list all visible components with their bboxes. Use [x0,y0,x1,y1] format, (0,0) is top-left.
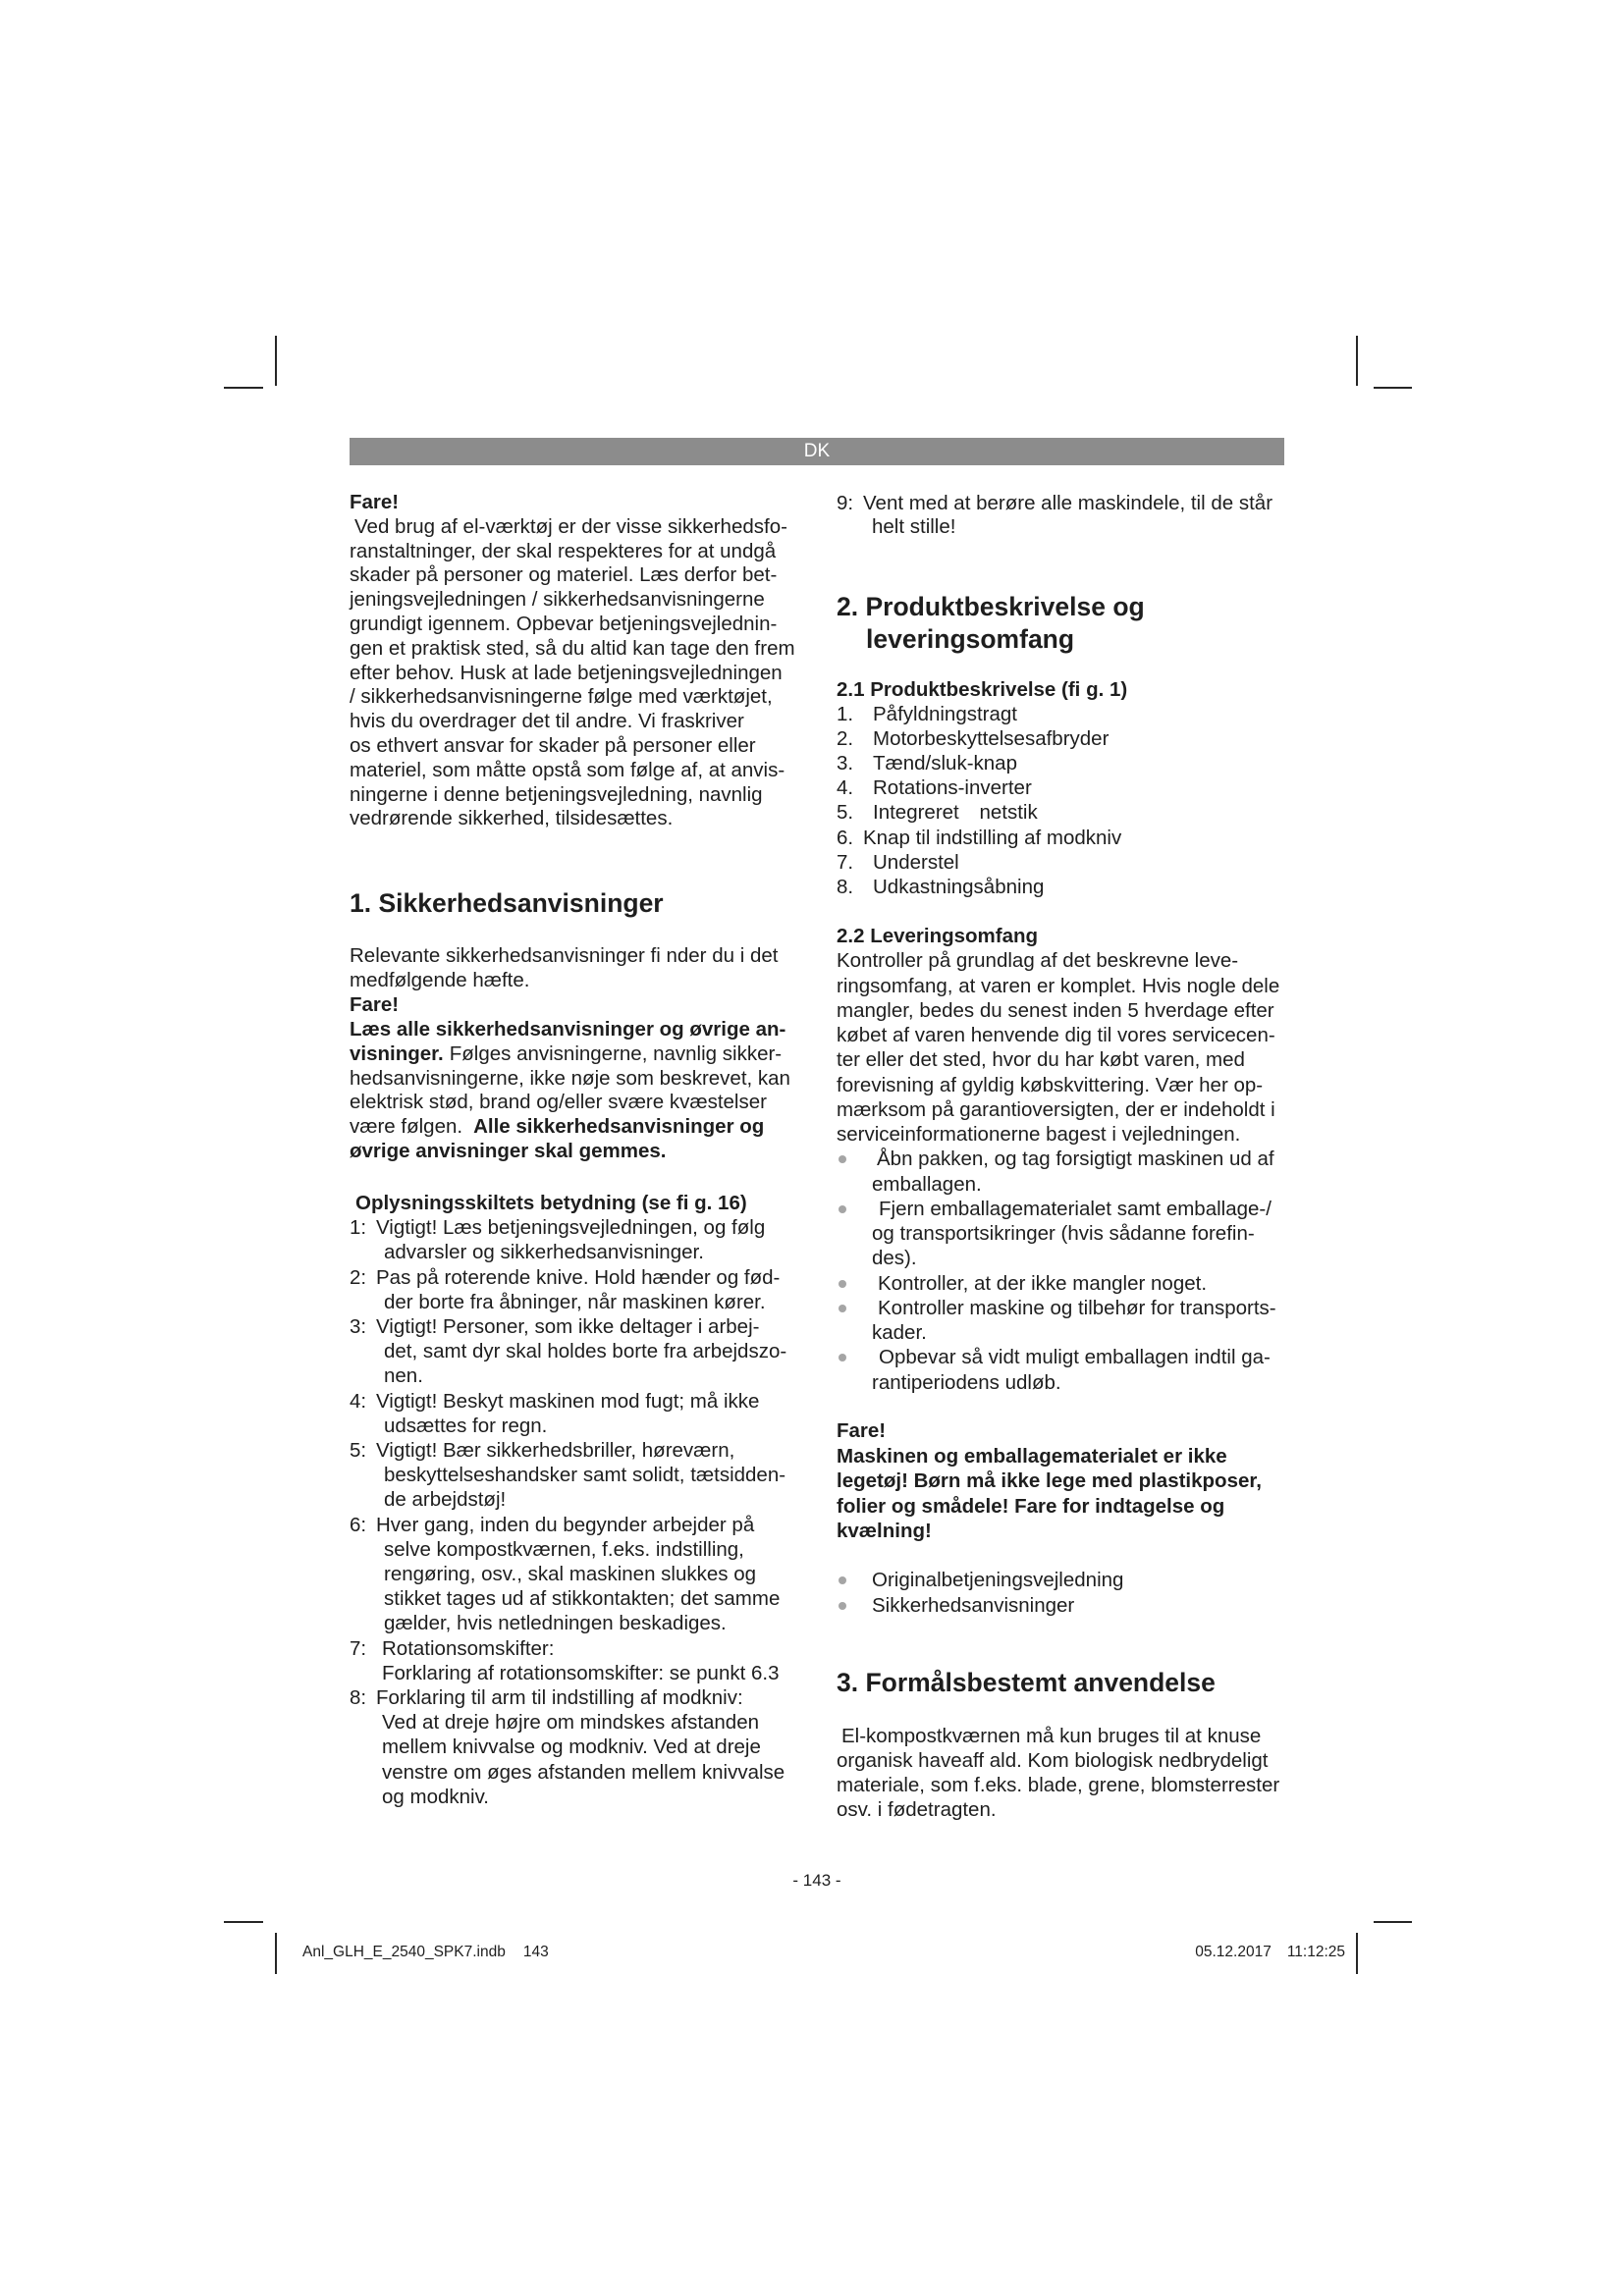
section-heading-safety: 1. Sikkerhedsanvisninger [350,888,664,918]
text-line: Kontroller på grundlag af det beskrevne leve- [837,949,1239,973]
part-number: 6. [837,826,854,849]
list-item-text: Vent med at berøre alle maskindele, til de står [863,492,1273,514]
text-line: des). [872,1247,917,1270]
warning-title: Fare! [350,992,400,1016]
text-line: gen et praktisk sted, så du altid kan tage den frem [350,636,795,660]
list-item [350,1685,786,1710]
text-line: venstre om øges afstanden mellem knivvalse [382,1760,785,1784]
part-item [837,826,1127,850]
text-line: selve kompostkværnen, f.eks. indstilling, [384,1537,744,1561]
list-item-text: Forklaring til arm til indstilling af modkniv: [376,1686,743,1710]
text-line: mangler, bedes du senest inden 5 hverdage efter [837,998,1274,1022]
text-line: folier og smådele! Fare for indtagelse og [837,1494,1225,1518]
list-item [350,1215,786,1240]
list-item-text: Kontroller maskine og tilbehør for transports- [878,1296,1276,1319]
list-number: 2: [350,1265,367,1289]
part-number: 3. [837,752,854,775]
text-line: nen. [384,1364,423,1388]
part-label: Tænd/sluk-knap [873,752,1017,775]
text-line: og modkniv. [382,1785,490,1808]
part-item [837,850,1127,875]
bullet-icon [839,1305,846,1312]
print-file-name: Anl_GLH_E_2540_SPK7.indb [302,1944,506,1960]
section-heading-product [837,591,1145,656]
subsection-title: 2.1 Produktbeskrivelse (fi g. 1) [837,678,1128,701]
list-item-text: Originalbetjeningsvejledning [872,1569,1124,1591]
list-number: 4: [350,1389,367,1413]
text-line: Relevante sikkerhedsanvisninger fi nder du i det [350,944,779,967]
text-line: gælder, hvis netledningen beskadiges. [384,1612,727,1635]
part-label: Rotations-inverter [873,776,1032,800]
part-label: Integreret netstik [873,801,1038,825]
part-label: Udkastningsåbning [873,875,1045,898]
text-line: Forklaring af rotationsomskifter: se punkt 6.3 [382,1661,780,1684]
text-line: købet af varen henvende dig til vores servicecen- [837,1024,1275,1046]
text-line: materiel, som måtte opstå som følge af, at anvis- [350,758,785,781]
bullet-icon [839,1576,846,1584]
part-number: 8. [837,875,854,898]
list-item-text: Kontroller, at der ikke mangler noget. [878,1271,1208,1295]
crop-mark-bottom-right-vertical [1356,1933,1358,1974]
text-line: beskyttelseshandsker samt solidt, tætsidden- [384,1464,786,1487]
list-item [837,1345,1279,1369]
crop-mark-top-right-horizontal [1374,387,1412,389]
text-line: ter eller det sted, hvor du har købt varen, med [837,1048,1245,1072]
crop-mark-bottom-left-vertical [275,1933,277,1974]
crop-mark-top-right-vertical [1356,336,1358,386]
list-item [350,1636,786,1661]
text-line: Ved at dreje højre om mindskes afstanden [382,1711,760,1735]
crop-mark-top-left-horizontal [224,387,263,389]
part-label: Knap til indstilling af modkniv [863,826,1122,849]
text-line: og transportsikringer (hvis sådanne forefin- [872,1222,1255,1245]
text-line: os ethvert ansvar for skader på personer eller [350,733,756,757]
page-number: - 143 - [792,1871,841,1890]
part-label: Påfyldningstragt [873,703,1018,726]
list-item-text: Vigtigt! Beskyt maskinen mod fugt; må ikke [376,1389,760,1413]
bullet-icon [839,1280,846,1288]
text-line: efter behov. Husk at lade betjeningsvejledningen [350,661,783,684]
part-number: 1. [837,703,854,726]
list-item [837,1593,1123,1619]
list-item [837,1197,1279,1221]
part-number: 2. [837,727,854,751]
part-item [837,702,1127,726]
part-item [837,751,1127,775]
list-item [837,1568,1123,1593]
text-line: rantiperiodens udløb. [872,1370,1061,1394]
text-line: Læs alle sikkerhedsanvisninger og øvrige an- [350,1017,786,1041]
text-line: Maskinen og emballagematerialet er ikke [837,1444,1227,1468]
print-timestamp [1195,1941,1345,1964]
text-line: det, samt dyr skal holdes borte fra arbejdszo- [384,1340,787,1363]
text-line: Ved brug af el-værktøj er der visse sikkerhedsfo- [354,514,787,538]
text-line [350,1042,790,1067]
list-item-text: Fjern emballagematerialet samt emballage-/ [879,1197,1272,1220]
warning-title: Fare! [350,491,400,513]
text-line: kader. [872,1321,927,1344]
bullet-icon [839,1205,846,1213]
text-line: forevisning af gyldig købskvittering. Vær her op- [837,1073,1264,1096]
language-header-bar [350,438,1284,465]
sign-meanings [350,1191,786,1809]
text-line: stikket tages ud af stikkontakten; det samme [384,1587,781,1611]
print-file-page: 143 [522,1944,549,1960]
text-line: der borte fra åbninger, når maskinen kører. [384,1290,766,1313]
part-label: Motorbeskyttelsesafbryder [873,727,1110,751]
product-description [837,677,1127,899]
crop-mark-bottom-left-horizontal [224,1921,263,1923]
text-line: legetøj! Børn må ikke lege med plastikposer, [837,1469,1262,1492]
usage-body [837,1724,1279,1822]
list-number: 3: [350,1315,367,1339]
list-number: 8: [350,1686,367,1710]
list-item-text: Pas på roterende knive. Hold hænder og fød- [376,1265,781,1289]
bold-text: Alle sikkerhedsanvisninger og [473,1115,765,1139]
part-number: 5. [837,801,854,825]
delivery-scope [837,924,1279,1395]
crop-mark-bottom-right-horizontal [1374,1921,1412,1923]
warning-title: Fare! [837,1419,887,1442]
print-time: 11:12:25 [1286,1944,1345,1960]
text-line: ranstaltninger, der skal respekteres for at undgå [350,539,777,562]
text-line: serviceinformationerne bagest i vejledningen. [837,1123,1241,1146]
list-item-text: Rotationsomskifter: [382,1636,555,1660]
text-line: helt stille! [872,515,956,538]
text-line: materiale, som f.eks. blade, grene, blomsterrester [837,1774,1280,1796]
heading-line: 2. Produktbeskrivelse og [837,592,1145,621]
text-line: hedsanvisningerne, ikke nøje som beskrevet, kan [350,1066,790,1090]
text-line: grundigt igennem. Opbevar betjeningsvejlednin- [350,612,778,635]
text-line: ringsomfang, at varen er komplet. Hvis nogle dele [837,974,1280,997]
list-item [350,1513,786,1537]
list-item [837,1271,1279,1296]
list-item [837,1296,1279,1320]
part-item [837,775,1127,800]
text-line: medfølgende hæfte. [350,968,530,991]
subsection-title: 2.2 Leveringsomfang [837,925,1039,947]
intro-warning [350,491,795,831]
text-line: / sikkerhedsanvisningerne følge med værktøjet, [350,685,773,709]
part-label: Understel [873,850,959,874]
text-line: vedrørende sikkerhed, tilsidesættes. [350,807,674,830]
text-line: ningerne i denne betjeningsvejledning, navnlig [350,782,763,806]
text-line: øvrige anvisninger skal gemmes. [350,1140,667,1163]
sign-meanings-continued [837,492,1272,539]
list-item [837,492,1272,515]
text-line: El-kompostkværnen må kun bruges til at knuse [841,1725,1262,1747]
list-number: 6: [350,1513,367,1536]
list-item [350,1438,786,1463]
text-line: rengøring, osv., skal maskinen slukkes og [384,1563,757,1586]
text-line: elektrisk stød, brand og/eller svære kvæstelser [350,1091,767,1114]
text-line: udsættes for regn. [384,1414,548,1437]
bold-text: visninger. [350,1041,444,1065]
text-line: hvis du overdrager det til andre. Vi fraskriver [350,710,744,733]
list-item-text: Vigtigt! Personer, som ikke deltager i arbej- [376,1315,760,1339]
list-item-text: Hver gang, inden du begynder arbejder på [376,1513,755,1536]
text-line: mærksom på garantioversigten, der er indeholdt i [837,1097,1275,1121]
list-item-text: Åbn pakken, og tag forsigtigt maskinen ud af [877,1148,1274,1171]
packaging-warning [837,1418,1262,1544]
part-item [837,875,1127,899]
text-line [350,1115,790,1140]
list-item-text: Vigtigt! Læs betjeningsvejledningen, og følg [376,1216,766,1240]
part-number: 7. [837,850,854,874]
print-date: 05.12.2017 [1195,1944,1272,1960]
list-number: 7: [350,1636,367,1660]
print-file-info [302,1941,549,1964]
section-heading-usage: 3. Formålsbestemt anvendelse [837,1668,1216,1697]
list-item-text: Opbevar så vidt muligt emballagen indtil ga- [879,1346,1271,1369]
list-number: 5: [350,1439,367,1463]
text-line: mellem knivvalse og modkniv. Ved at dreje [382,1735,761,1759]
list-item [837,1147,1279,1171]
list-item-text: Sikkerhedsanvisninger [872,1593,1075,1617]
part-item [837,726,1127,751]
heading-line: leveringsomfang [866,624,1075,654]
text-line: jeningsvejledningen / sikkerhedsanvisningerne [350,588,765,612]
text-line: organisk haveaff ald. Kom biologisk nedbrydeligt [837,1749,1269,1772]
bullet-icon [839,1602,846,1610]
list-item [350,1389,786,1414]
text-line: emballagen. [872,1172,982,1196]
text-line: osv. i fødetragten. [837,1798,997,1821]
sign-meanings-title: Oplysningsskiltets betydning (se fi g. 16) [355,1192,747,1214]
text-line: skader på personer og materiel. Læs derfor bet- [350,563,778,587]
list-number: 9: [837,492,854,514]
text: Følges anvisningerne, navnlig sikker- [449,1041,783,1065]
package-contents [837,1568,1123,1618]
list-item [350,1314,786,1339]
list-item-text: Vigtigt! Bær sikkerhedsbriller, høreværn, [376,1439,735,1463]
crop-mark-top-left-vertical [275,336,277,386]
list-item [350,1265,786,1290]
list-number: 1: [350,1216,367,1240]
language-code: DK [803,441,831,461]
part-item [837,800,1127,825]
text: være følgen. [350,1115,463,1139]
text-line: de arbejdstøj! [384,1488,507,1512]
safety-section-body [350,944,790,1164]
part-number: 4. [837,776,854,800]
text-line: advarsler og sikkerhedsanvisninger. [384,1241,704,1264]
text-line: kvælning! [837,1520,932,1542]
